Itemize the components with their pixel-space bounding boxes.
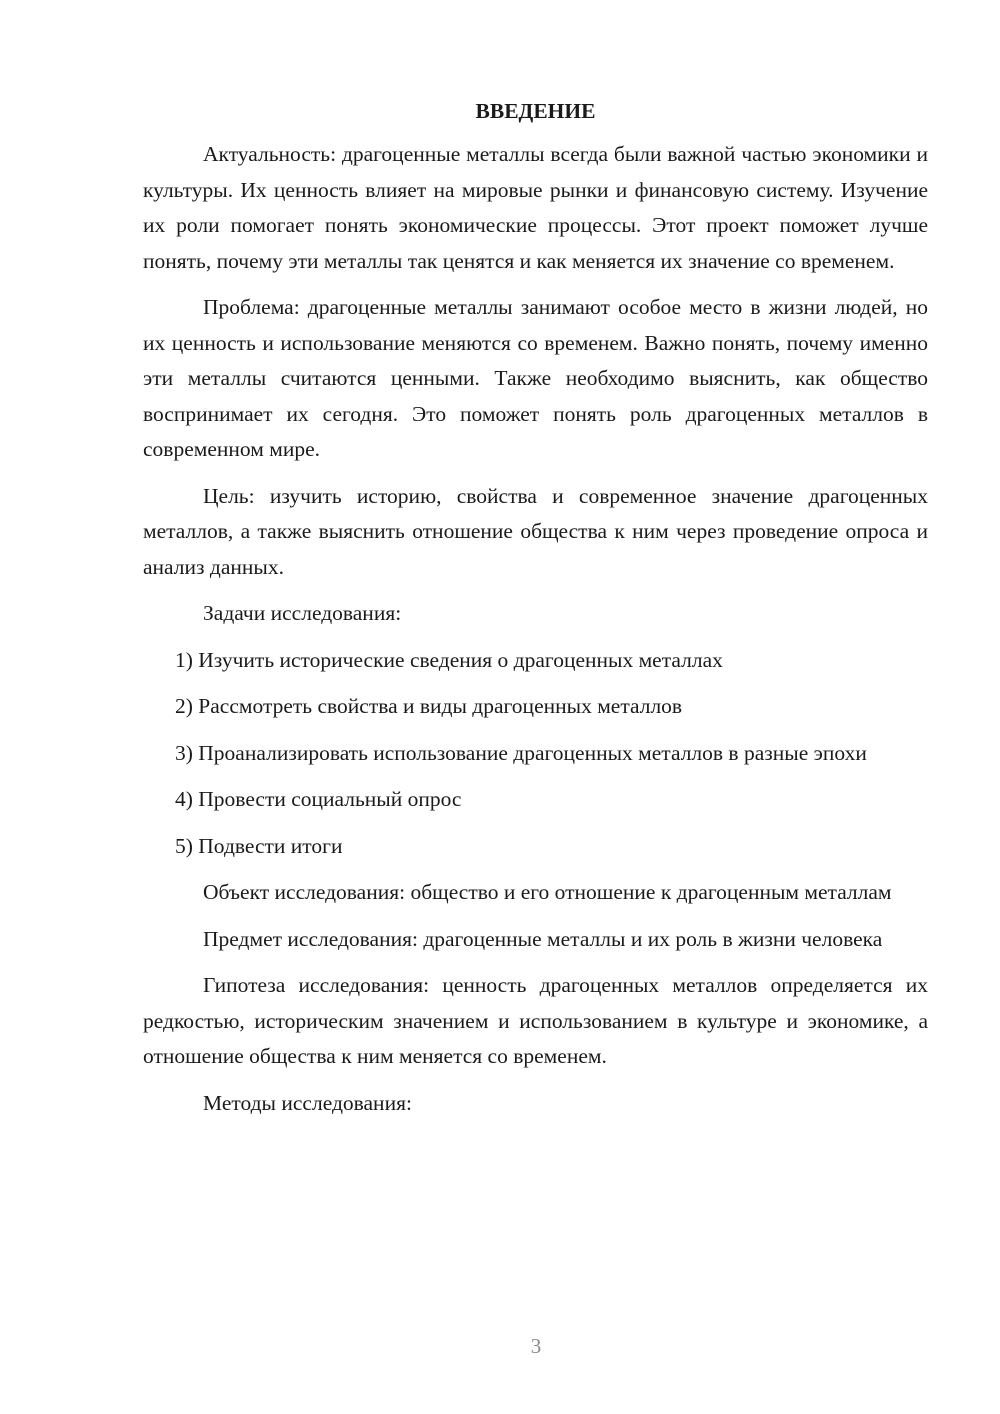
list-item: 2) Рассмотреть свойства и виды драгоценных металлов xyxy=(175,694,683,718)
methods-heading: Методы исследования: xyxy=(203,1090,412,1115)
paragraph-object: Объект исследования: общество и его отношение к драгоценным металлам xyxy=(203,880,892,904)
page-number: 3 xyxy=(530,1334,542,1358)
list-item: 3) Проанализировать использование драгоценных металлов в разные эпохи xyxy=(175,740,867,765)
list-item: 4) Провести социальный опрос xyxy=(175,787,462,811)
paragraph-relevance: Актуальность: драгоценные металлы всегда были важной частью экономики и культуры. Их ценность влияет на мировые рынки и финансовую систему. Изучение их роли помогает понять экономические процессы. Этот проект поможет лучше понять, почему эти металлы так ценятся и как меняется их значение со временем. xyxy=(143,142,928,273)
list-item: 1) Изучить исторические сведения о драгоценных металлах xyxy=(175,647,723,672)
paragraph-problem: Проблема: драгоценные металлы занимают особое место в жизни людей, но их ценность и использование меняются со временем. Важно понять, почему именно эти металлы считаются ценными. Также необходимо выяснить, как общество воспринимает их сегодня. Это поможет понять роль драгоценных металлов в современном мире. xyxy=(143,295,928,461)
section-title: ВВЕДЕНИЕ xyxy=(475,99,596,123)
paragraph-goal: Цель: изучить историю, свойства и современное значение драгоценных металлов, а также выяснить отношение общества к ним через проведение опроса и анализ данных. xyxy=(143,483,928,579)
paragraph-subject: Предмет исследования: драгоценные металлы и их роль в жизни человека xyxy=(203,926,883,951)
document-page xyxy=(143,96,928,1132)
tasks-heading: Задачи исследования: xyxy=(203,601,402,625)
list-item: 5) Подвести итоги xyxy=(175,833,343,858)
paragraph-hypothesis: Гипотеза исследования: ценность драгоценных металлов определяется их редкостью, историческим значением и использованием в культуре и экономике, а отношение общества к ним меняется со временем. xyxy=(143,973,928,1068)
tasks-list xyxy=(143,643,928,865)
